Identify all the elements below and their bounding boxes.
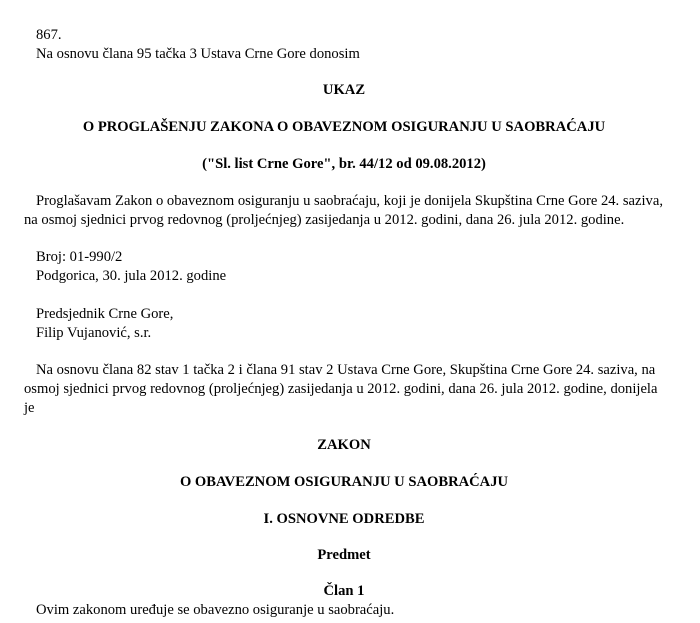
ukaz-title: UKAZ [322, 82, 366, 98]
adoption-text: Na osnovu člana 82 stav 1 tačka 2 i člana 91 stav 2 Ustava Crne Gore, Skupština Crne Gore 24. saziva, na osmoj sjednici prvog redovnog (proljećnjeg) zasijedanja u 2012. godini, dana 26. jula 2012. godine, donijela je [24, 362, 658, 416]
intro-text: Na osnovu člana 95 tačka 3 Ustava Crne Gore donosim [36, 46, 360, 62]
ukaz-subtitle: O PROGLAŠENJU ZAKONA O OBAVEZNOM OSIGURANJU U SAOBRAĆAJU [82, 119, 606, 135]
article-heading: Član 1 [323, 583, 365, 599]
place-date-text: Podgorica, 30. jula 2012. godine [36, 268, 227, 284]
section-heading: I. OSNOVNE ODREDBE [263, 511, 425, 527]
proclamation-text: Proglašavam Zakon o obaveznom osiguranju u saobraćaju, koji je donijela Skupština Crne Gore 24. saziva, na osmoj sjednici prvog redovnog (proljećnjeg) zasijedanja u 2012. godini, dana 26. jula 2012. godine. [24, 193, 663, 228]
document-number: 867. [36, 27, 62, 43]
zakon-subtitle: O OBAVEZNOM OSIGURANJU U SAOBRAĆAJU [179, 474, 509, 490]
zakon-title: ZAKON [317, 437, 371, 453]
subject-heading: Predmet [317, 547, 371, 563]
gazette-reference: ("Sl. list Crne Gore", br. 44/12 od 09.08.2012) [202, 156, 486, 172]
broj-text: Broj: 01-990/2 [36, 249, 123, 265]
president-title: Predsjednik Crne Gore, [36, 306, 174, 322]
president-name: Filip Vujanović, s.r. [36, 325, 152, 341]
document-body [24, 26, 664, 620]
article-text: Ovim zakonom uređuje se obavezno osiguranje u saobraćaju. [36, 602, 395, 618]
